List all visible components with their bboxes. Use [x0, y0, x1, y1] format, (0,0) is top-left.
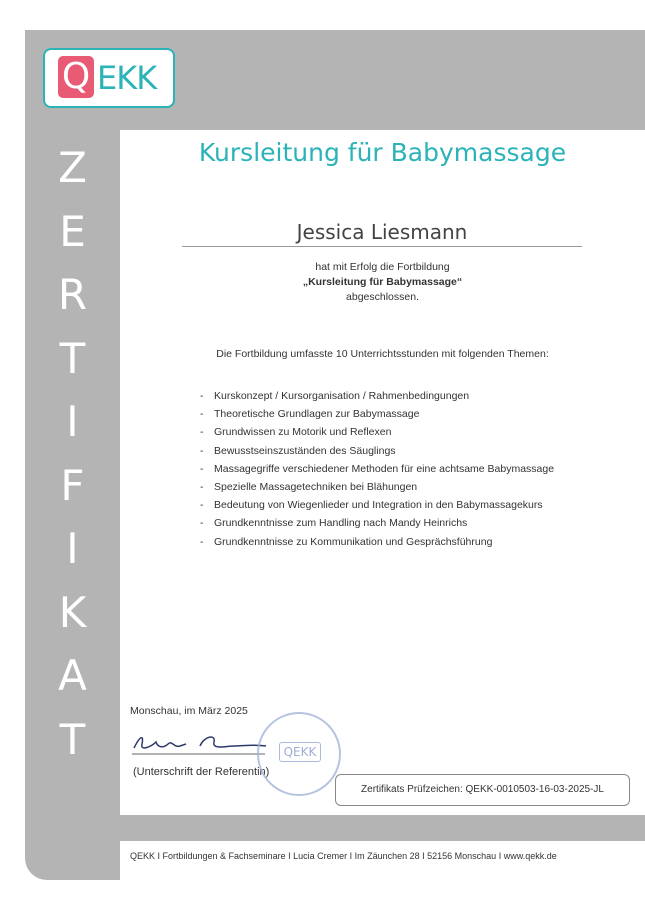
certificate-id-box: Zertifikats Prüfzeichen: QEKK-0010503-16-03-2025-JL	[335, 774, 630, 806]
signature-label: (Unterschrift der Referentin)	[133, 766, 270, 778]
list-item: - Spezielle Massagetechniken bei Blähungen	[200, 480, 418, 493]
list-item: - Bewusstseinszuständen des Säuglings	[200, 444, 396, 457]
certificate-title: Kursleitung für Babymassage	[198, 138, 567, 167]
vertical-letter: A	[58, 651, 87, 700]
list-item: - Theoretische Grundlagen zur Babymassage	[200, 408, 420, 421]
completion-course: „Kursleitung für Babymassage“	[302, 276, 463, 288]
completion-line1: hat mit Erfolg die Fortbildung	[315, 261, 450, 273]
list-item: - Grundwissen zu Motorik und Reflexen	[200, 426, 392, 439]
vertical-title	[25, 145, 120, 780]
recipient-name: Jessica Liesmann	[182, 220, 582, 247]
vertical-letter: R	[57, 270, 88, 319]
vertical-letter: T	[59, 714, 86, 764]
vertical-letter: Z	[58, 143, 87, 192]
vertical-letter: I	[66, 397, 79, 446]
vertical-letter: E	[59, 206, 86, 256]
logo-q: Q	[58, 56, 94, 98]
completion-line3: abgeschlossen.	[346, 291, 419, 303]
logo-ekk: EKK	[97, 59, 157, 97]
vertical-letter: T	[59, 333, 86, 383]
list-item: - Grundkenntnisse zu Kommunikation und Gesprächsführung	[200, 535, 493, 548]
bottom-band	[25, 815, 645, 841]
signature-image	[130, 728, 270, 758]
place-date: Monschau, im März 2025	[130, 705, 248, 717]
qekk-logo	[43, 48, 175, 108]
list-item: - Massagegriffe verschiedener Methoden für eine achtsame Babymassage	[200, 462, 555, 475]
topics-intro: Die Fortbildung umfasste 10 Unterrichtsstunden mit folgenden Themen:	[216, 348, 549, 360]
vertical-letter: F	[60, 460, 85, 510]
footer: QEKK I Fortbildungen & Fachseminare I Lucia Cremer I Im Zäunchen 28 I 52156 Monschau I www.qekk.de	[130, 851, 557, 861]
stamp-logo: QEKK	[279, 742, 321, 762]
list-item: - Grundkenntnisse zum Handling nach Mandy Heinrichs	[200, 517, 468, 530]
vertical-letter: I	[66, 524, 79, 573]
list-item: - Kurskonzept / Kursorganisation / Rahmenbedingungen	[200, 390, 470, 402]
topics-list	[200, 387, 554, 551]
vertical-letter: K	[58, 587, 87, 637]
stamp-image	[257, 712, 341, 796]
list-item: - Bedeutung von Wiegenlieder und Integration in den Babymassagekurs	[200, 499, 543, 512]
